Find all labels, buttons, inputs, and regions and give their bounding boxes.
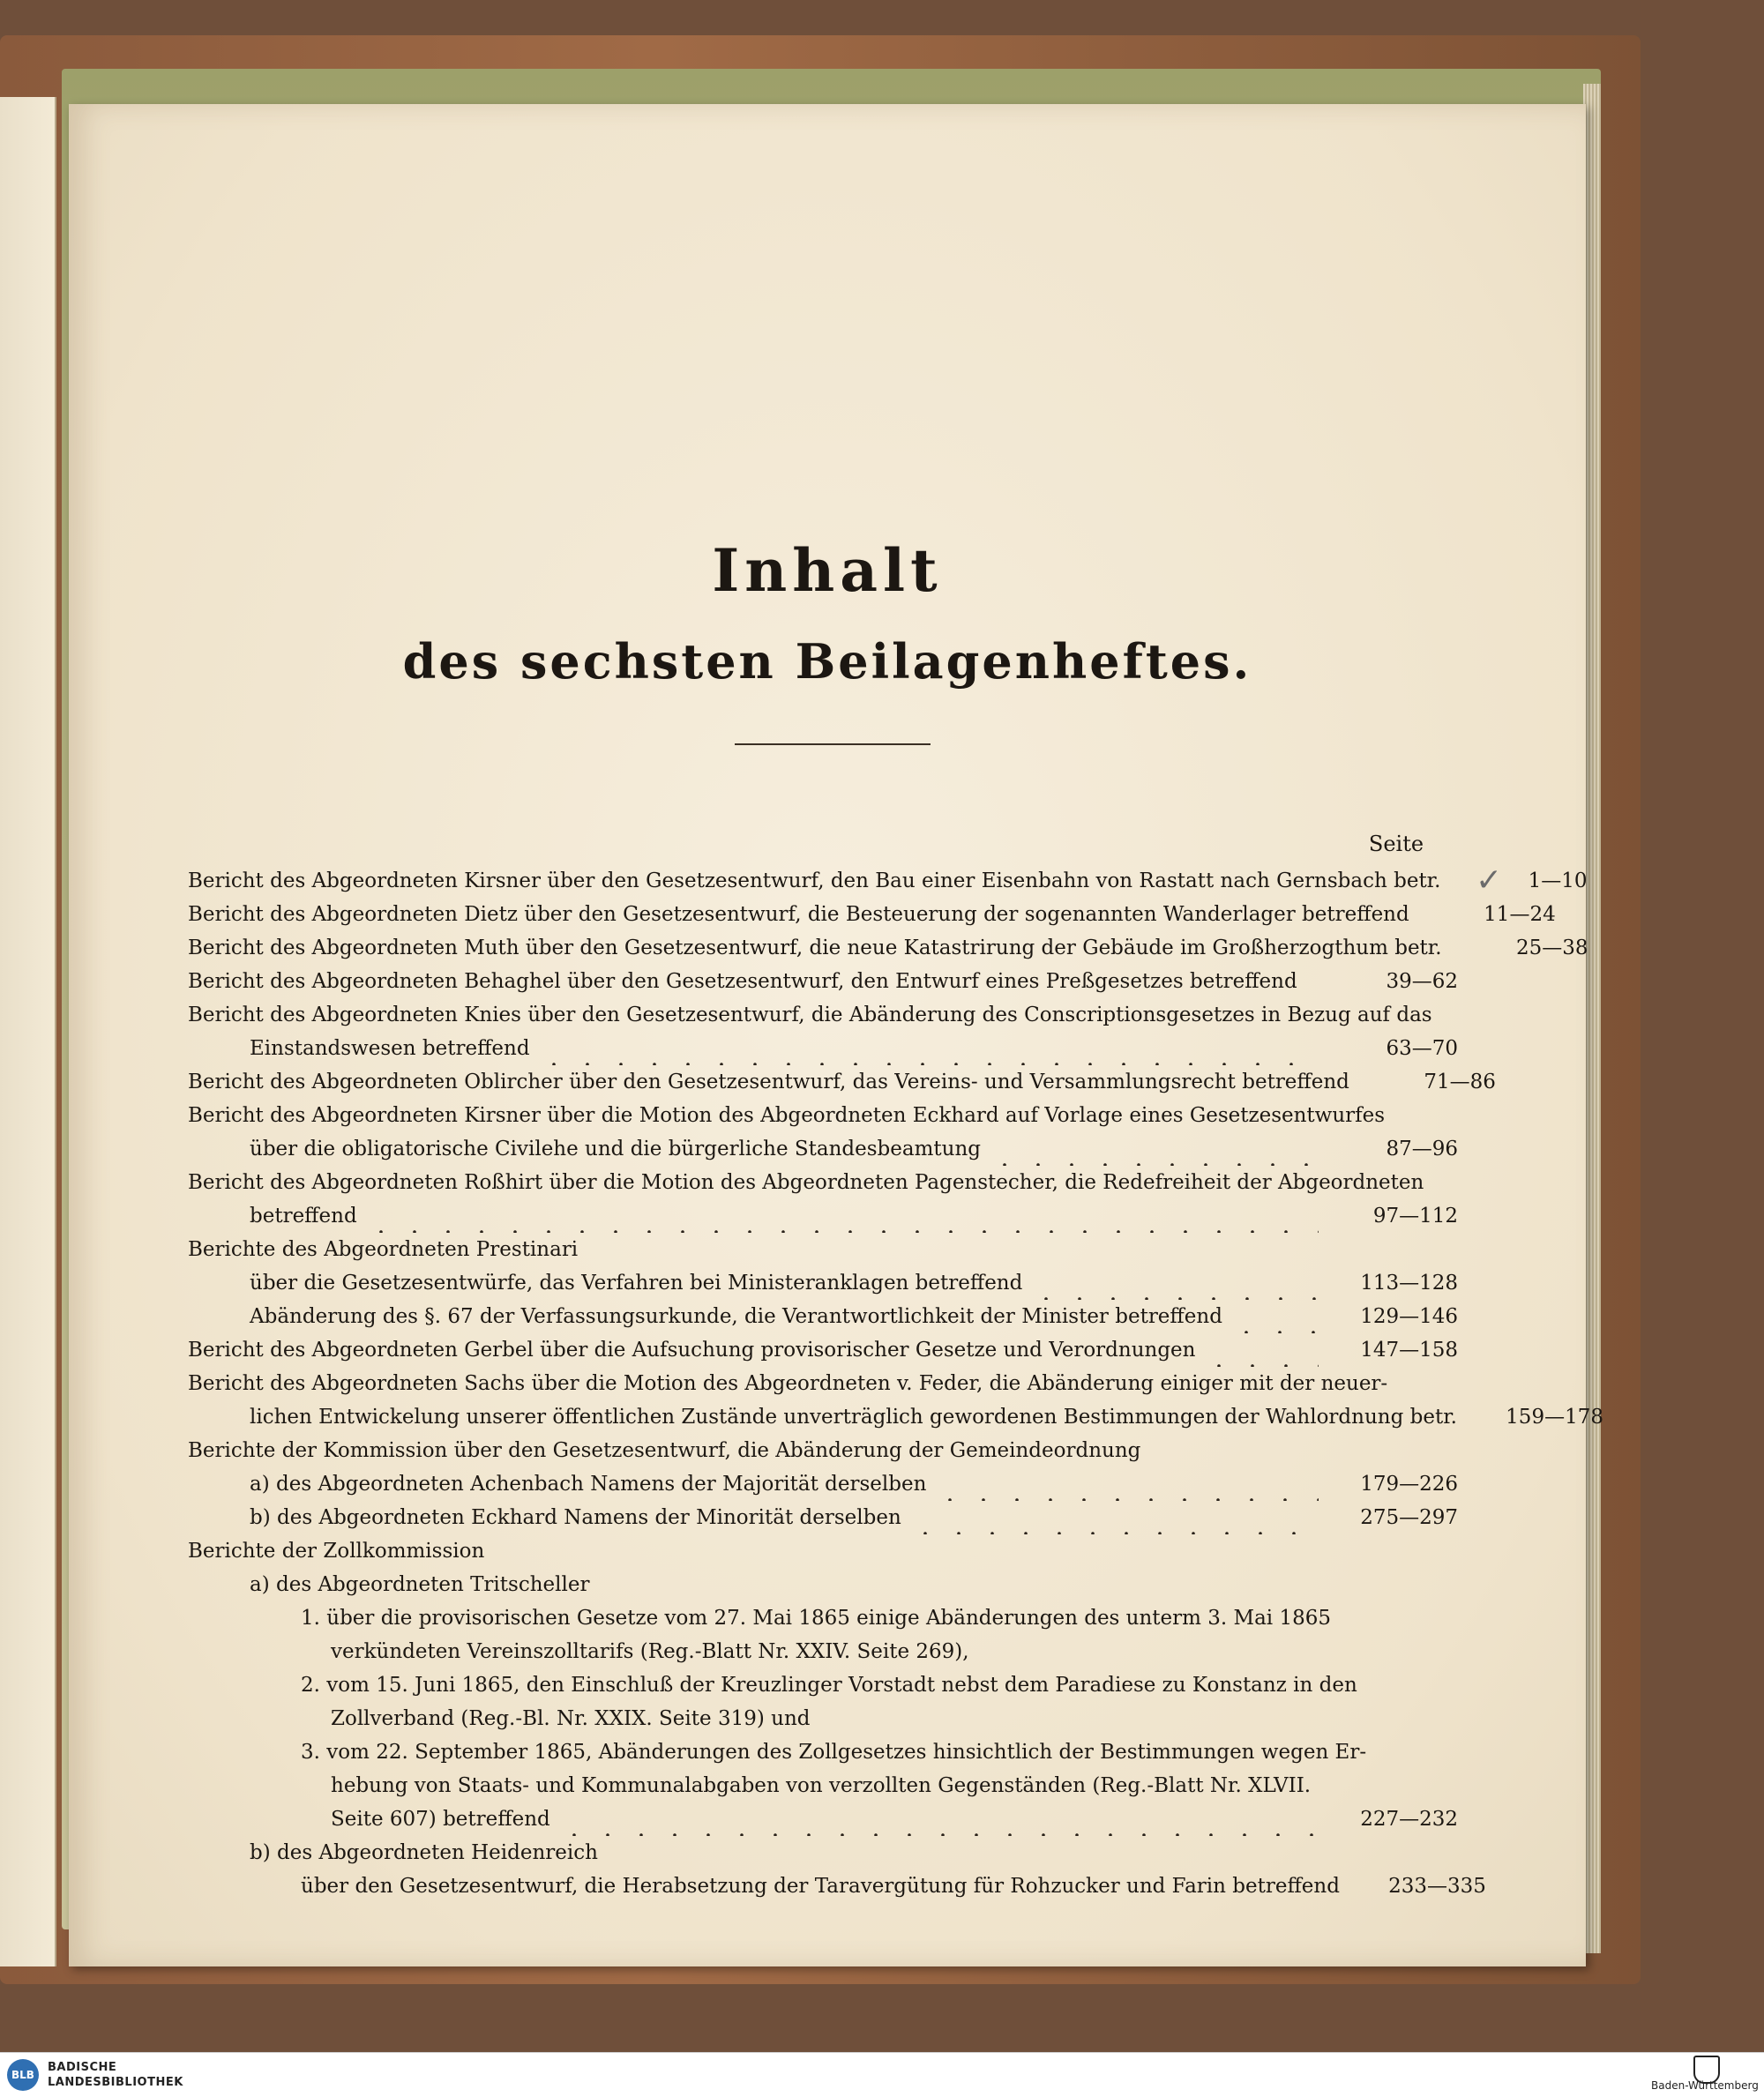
toc-entry-text: Berichte der Kommission über den Gesetzesentwurf, die Abänderung der Gemeindeordnung	[188, 1439, 1141, 1462]
toc-entry	[188, 965, 1458, 998]
toc-page-range: 159—178	[1506, 1406, 1603, 1429]
toc-entry-text: b) des Abgeordneten Eckhard Namens der Minorität derselben	[250, 1506, 901, 1529]
toc-entry	[188, 1601, 1458, 1635]
toc-entry-text: a) des Abgeordneten Tritscheller	[250, 1573, 590, 1596]
toc-page-range: 113—128	[1360, 1272, 1458, 1295]
toc-entry	[188, 1668, 1458, 1702]
toc-entry-text: Bericht des Abgeordneten Knies über den Gesetzesentwurf, die Abänderung des Conscriptionsgesetzes in Bezug auf das	[188, 1004, 1432, 1026]
toc-entry-text: lichen Entwickelung unserer öffentlichen Zustände unverträglich gewordenen Bestimmungen der Wahlordnung betr.	[250, 1406, 1457, 1429]
page-title: Inhalt	[712, 536, 943, 605]
page-fore-edge	[1583, 84, 1601, 1953]
toc-entry	[188, 1400, 1603, 1434]
toc-entry	[188, 1467, 1458, 1501]
left-page-edge	[0, 97, 56, 1966]
pencil-check-icon: ✓	[1476, 862, 1503, 899]
toc-entry-text: Berichte des Abgeordneten Prestinari	[188, 1238, 579, 1261]
toc-entry	[188, 931, 1588, 965]
toc-entry-text: Abänderung des §. 67 der Verfassungsurkunde, die Verantwortlichkeit der Minister betreffend	[250, 1305, 1222, 1328]
toc-entry	[188, 1132, 1458, 1166]
table-of-contents	[188, 864, 1603, 1903]
toc-entry-text: Bericht des Abgeordneten Gerbel über die Aufsuchung provisorischer Gesetze und Verordnungen	[188, 1339, 1196, 1362]
toc-page-range: 233—335	[1388, 1875, 1486, 1898]
toc-entry-text: Bericht des Abgeordneten Kirsner über den Gesetzesentwurf, den Bau einer Eisenbahn von Rastatt nach Gernsbach betr.	[188, 869, 1441, 892]
toc-entry-text: Zollverband (Reg.-Bl. Nr. XXIX. Seite 319) und	[331, 1707, 811, 1730]
toc-leader-dots	[1230, 1300, 1319, 1333]
toc-entry	[188, 1199, 1458, 1233]
toc-page-range: 1—10	[1528, 869, 1588, 892]
toc-page-range: 227—232	[1360, 1808, 1458, 1831]
toc-entry-text: Einstandswesen betreffend	[250, 1037, 530, 1060]
toc-entry	[188, 1869, 1486, 1903]
toc-entry	[188, 898, 1556, 931]
library-name	[48, 2060, 183, 2090]
toc-entry	[188, 1702, 1458, 1735]
toc-leader-dots	[1202, 1333, 1319, 1367]
library-name-line1: BADISCHE	[48, 2061, 117, 2074]
toc-leader-dots	[1318, 1769, 1319, 1802]
toc-entry	[188, 1266, 1458, 1300]
toc-entry-text: a) des Abgeordneten Achenbach Namens der Majorität derselben	[250, 1473, 927, 1496]
toc-entry	[188, 1099, 1458, 1132]
toc-entry	[188, 1065, 1496, 1099]
toc-page-range: 63—70	[1386, 1037, 1458, 1060]
toc-entry-text: über den Gesetzesentwurf, die Herabsetzung der Taravergütung für Rohzucker und Farin betreffend	[301, 1875, 1340, 1898]
toc-entry	[188, 1836, 1458, 1869]
toc-entry	[188, 1434, 1458, 1467]
toc-entry-text: Bericht des Abgeordneten Roßhirt über die Motion des Abgeordneten Pagenstecher, die Redefreiheit der Abgeordneten	[188, 1171, 1424, 1194]
toc-leader-dots	[364, 1199, 1319, 1233]
toc-entry	[188, 1032, 1458, 1065]
toc-leader-dots	[1147, 1434, 1319, 1467]
toc-entry	[188, 998, 1458, 1032]
toc-entry-text: Berichte der Zollkommission	[188, 1540, 485, 1563]
toc-entry-text: über die obligatorische Civilehe und die bürgerliche Standesbeamtung	[250, 1138, 981, 1160]
toc-entry	[188, 1735, 1458, 1769]
toc-entry-text: verkündeten Vereinszolltarifs (Reg.-Blatt Nr. XXIV. Seite 269),	[331, 1640, 969, 1663]
toc-entry-text: Seite 607) betreffend	[331, 1808, 550, 1831]
toc-page-range: 147—158	[1360, 1339, 1458, 1362]
toc-leader-dots	[596, 1568, 1319, 1601]
toc-leader-dots	[557, 1802, 1319, 1836]
toc-leader-dots	[976, 1635, 1319, 1668]
toc-page-range: 275—297	[1360, 1506, 1458, 1529]
toc-page-range: 97—112	[1372, 1205, 1458, 1228]
toc-entry	[188, 1769, 1458, 1802]
toc-leader-dots	[988, 1132, 1319, 1166]
toc-entry-text: 3. vom 22. September 1865, Abänderungen des Zollgesetzes hinsichtlich der Bestimmungen wegen Er-	[301, 1741, 1367, 1764]
toc-entry	[188, 1333, 1458, 1367]
title-divider	[735, 743, 931, 745]
toc-entry	[188, 864, 1588, 898]
toc-entry-text: 1. über die provisorischen Gesetze vom 27. Mai 1865 einige Abänderungen des unterm 3. Mai 1865	[301, 1607, 1331, 1630]
toc-leader-dots	[605, 1836, 1319, 1869]
toc-entry-text: Bericht des Abgeordneten Muth über den Gesetzesentwurf, die neue Katastrirung der Gebäude im Großherzogthum betr.	[188, 937, 1442, 959]
library-name-line2: LANDESBIBLIOTHEK	[48, 2076, 183, 2089]
toc-entry-text: hebung von Staats- und Kommunalabgaben von verzollten Gegenständen (Reg.-Blatt Nr. XLVII.	[331, 1774, 1312, 1797]
page-subtitle: des sechsten Beilagenheftes.	[402, 633, 1252, 690]
toc-leader-dots	[908, 1501, 1319, 1534]
toc-entry-text: 2. vom 15. Juni 1865, den Einschluß der Kreuzlinger Vorstadt nebst dem Paradiese zu Konstanz in den	[301, 1674, 1357, 1697]
toc-entry-text: Bericht des Abgeordneten Kirsner über die Motion des Abgeordneten Eckhard auf Vorlage eines Gesetzesentwurfes	[188, 1104, 1386, 1127]
toc-leader-dots	[1304, 965, 1319, 998]
toc-entry	[188, 1534, 1458, 1568]
toc-page-range: 71—86	[1424, 1071, 1496, 1093]
toc-page-range: 129—146	[1360, 1305, 1458, 1328]
toc-entry	[188, 1568, 1458, 1601]
toc-entry-text: betreffend	[250, 1205, 357, 1228]
toc-entry	[188, 1166, 1458, 1199]
toc-leader-dots	[585, 1233, 1319, 1266]
toc-entry-text: Bericht des Abgeordneten Sachs über die Motion des Abgeordneten v. Feder, die Abänderung einiger mit der neuer-	[188, 1372, 1388, 1395]
toc-entry-text: Bericht des Abgeordneten Behaghel über den Gesetzesentwurf, den Entwurf eines Preßgesetzes betreffend	[188, 970, 1297, 993]
document-page	[69, 104, 1603, 1966]
toc-leader-dots	[491, 1534, 1319, 1568]
toc-entry	[188, 1802, 1458, 1836]
toc-leader-dots	[537, 1032, 1319, 1065]
state-name: Baden-Württemberg	[1651, 2079, 1759, 2092]
toc-page-range: 87—96	[1386, 1138, 1458, 1160]
viewer-footer	[0, 2052, 1764, 2097]
toc-leader-dots	[817, 1702, 1319, 1735]
toc-page-range: 39—62	[1386, 970, 1458, 993]
toc-entry	[188, 1635, 1458, 1668]
toc-page-range: 25—38	[1516, 937, 1588, 959]
toc-entry	[188, 1367, 1458, 1400]
toc-leader-dots	[1029, 1266, 1319, 1300]
toc-entry-text: über die Gesetzesentwürfe, das Verfahren bei Ministeranklagen betreffend	[250, 1272, 1023, 1295]
toc-page-range: 11—24	[1484, 903, 1556, 926]
blb-logo-icon[interactable]: BLB	[7, 2059, 39, 2091]
seite-column-header: Seite	[1368, 832, 1424, 856]
toc-entry	[188, 1233, 1458, 1266]
toc-entry-text: Bericht des Abgeordneten Dietz über den Gesetzesentwurf, die Besteuerung der sogenannten Wanderlager betreffend	[188, 903, 1409, 926]
toc-entry-text: b) des Abgeordneten Heidenreich	[250, 1841, 598, 1864]
toc-entry-text: Bericht des Abgeordneten Oblircher über den Gesetzesentwurf, das Vereins- und Versammlungsrecht betreffend	[188, 1071, 1349, 1093]
toc-entry	[188, 1300, 1458, 1333]
toc-leader-dots	[933, 1467, 1319, 1501]
toc-entry	[188, 1501, 1458, 1534]
toc-page-range: 179—226	[1360, 1473, 1458, 1496]
